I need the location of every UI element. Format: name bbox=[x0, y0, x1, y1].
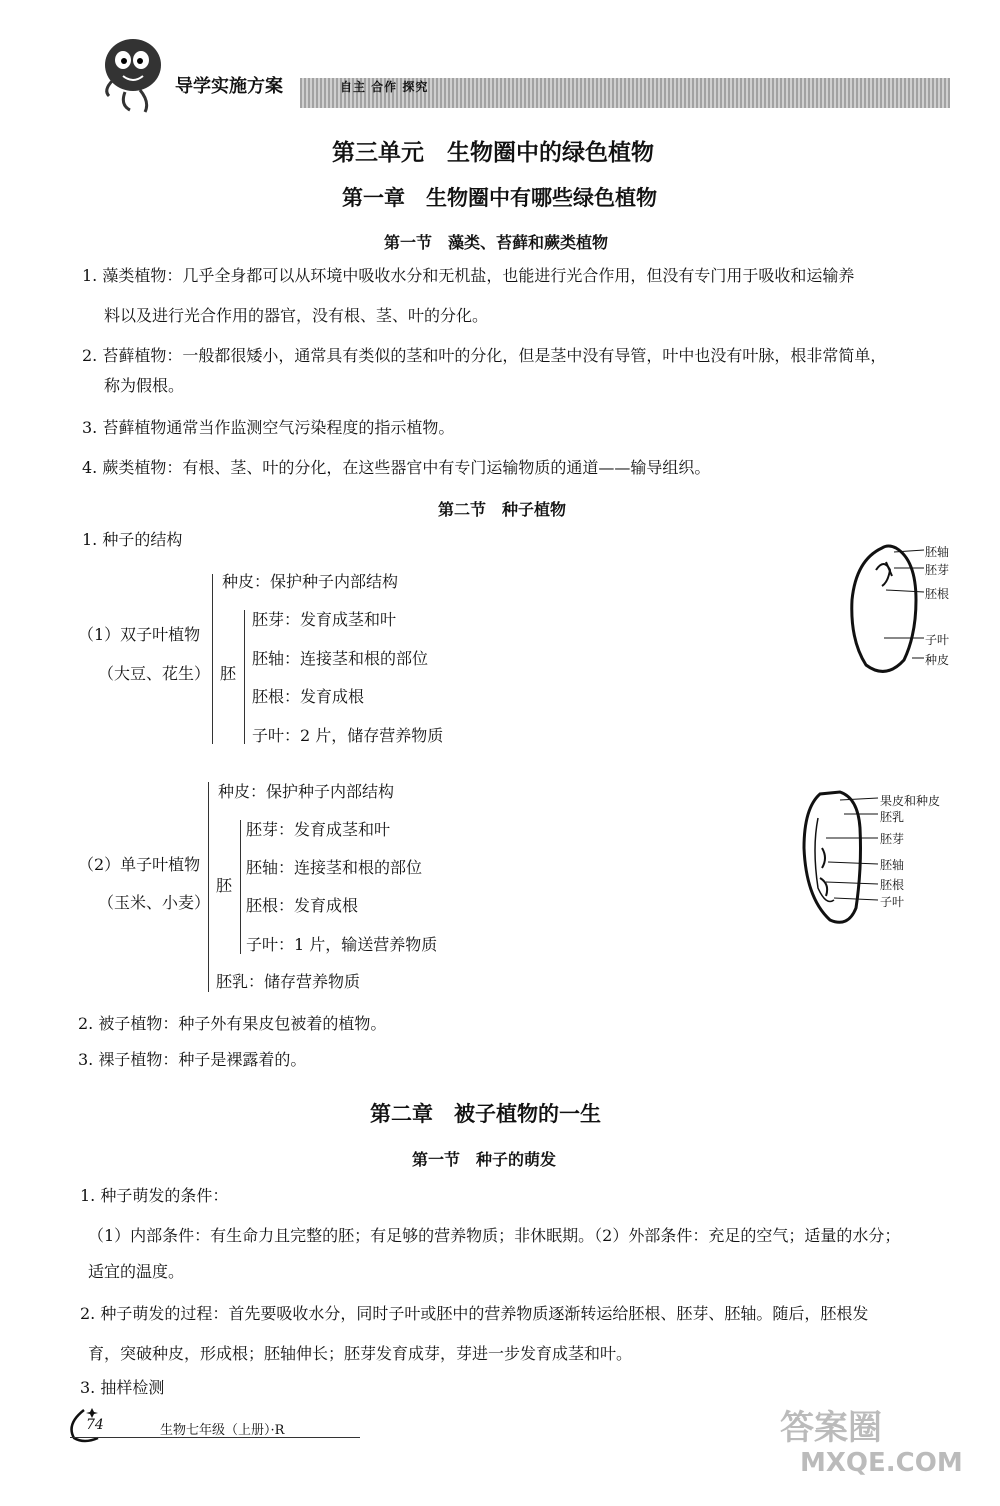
header-title: 导学实施方案 bbox=[175, 76, 283, 97]
corn-seed-diagram bbox=[800, 788, 880, 928]
dicot-radicle: 胚根：发育成根 bbox=[252, 687, 365, 706]
section-1-title: 第一节 藻类、苔藓和蕨类植物 bbox=[384, 233, 609, 252]
footer-book-title: 生物七年级（上册）·R bbox=[160, 1423, 285, 1438]
germination-process-1: 2. 种子萌发的过程：首先要吸收水分，同时子叶或胚中的营养物质逐渐转运给胚根、胚芽、胚轴。随后，胚根发 bbox=[80, 1304, 869, 1323]
mascot-logo bbox=[95, 30, 170, 119]
monocot-diagram-label-plumule: 胚芽 bbox=[880, 832, 905, 846]
seed-structure-label: 1. 种子的结构 bbox=[82, 530, 183, 549]
paragraph-fern: 4. 蕨类植物：有根、茎、叶的分化，在这些器官中有专门运输物质的通道——输导组织。 bbox=[82, 458, 711, 477]
dicot-brace bbox=[212, 574, 213, 744]
dicot-diagram-label-plumule: 胚芽 bbox=[925, 563, 950, 577]
dicot-diagram-label-radicle: 胚根 bbox=[925, 587, 950, 601]
watermark-logo: 答案圈 bbox=[780, 1408, 882, 1448]
monocot-example: （玉米、小麦） bbox=[98, 893, 211, 912]
dicot-hypocotyl: 胚轴：连接茎和根的部位 bbox=[252, 649, 429, 668]
dicot-example: （大豆、花生） bbox=[98, 664, 211, 683]
paragraph-moss-1: 2. 苔藓植物：一般都很矮小，通常具有类似的茎和叶的分化，但是茎中没有导管，叶中也没有叶脉，根非常简单， bbox=[82, 346, 887, 365]
unit-title: 第三单元 生物圈中的绿色植物 bbox=[332, 140, 654, 166]
monocot-plumule: 胚芽：发育成茎和叶 bbox=[246, 820, 391, 839]
paragraph-moss-2: 称为假根。 bbox=[104, 376, 185, 395]
dicot-plumule: 胚芽：发育成茎和叶 bbox=[252, 610, 397, 629]
paragraph-moss-indicator: 3. 苔藓植物通常当作监测空气污染程度的指示植物。 bbox=[82, 418, 455, 437]
monocot-radicle: 胚根：发育成根 bbox=[246, 896, 359, 915]
dicot-name: （1）双子叶植物 bbox=[78, 625, 201, 644]
chapter-1-title: 第一章 生物圈中有哪些绿色植物 bbox=[342, 186, 657, 210]
dicot-embryo: 胚 bbox=[220, 664, 237, 683]
watermark-url: MXQE.COM bbox=[800, 1448, 963, 1478]
dicot-embryo-brace bbox=[244, 610, 245, 744]
monocot-diagram-label-pericarp: 果皮和种皮 bbox=[880, 794, 941, 808]
monocot-endosperm: 胚乳：储存营养物质 bbox=[216, 972, 361, 991]
monocot-diagram-label-cotyledon: 子叶 bbox=[880, 895, 905, 909]
germination-conditions-label: 1. 种子萌发的条件： bbox=[80, 1186, 229, 1205]
monocot-diagram-label-radicle: 胚根 bbox=[880, 878, 905, 892]
dicot-cotyledon: 子叶：2 片，储存营养物质 bbox=[252, 726, 444, 745]
germination-process-2: 育，突破种皮，形成根；胚轴伸长；胚芽发育成芽，芽进一步发育成茎和叶。 bbox=[88, 1344, 633, 1363]
monocot-brace bbox=[208, 782, 209, 992]
paragraph-gymnosperm: 3. 裸子植物：种子是裸露着的。 bbox=[78, 1050, 307, 1069]
monocot-cotyledon: 子叶：1 片，输送营养物质 bbox=[246, 935, 438, 954]
section-2-title: 第二节 种子植物 bbox=[438, 500, 567, 519]
chapter-2-title: 第二章 被子植物的一生 bbox=[370, 1102, 601, 1126]
monocot-embryo: 胚 bbox=[216, 876, 233, 895]
germination-conditions-1: （1）内部条件：有生命力且完整的胚；有足够的营养物质；非休眠期。（2）外部条件：充足的空气；适量的水分； bbox=[88, 1226, 901, 1245]
dicot-diagram-label-cotyledon: 子叶 bbox=[925, 633, 950, 647]
page-number: 74 bbox=[86, 1417, 104, 1433]
dicot-seedcoat: 种皮：保护种子内部结构 bbox=[222, 572, 399, 591]
sampling-test-label: 3. 抽样检测 bbox=[80, 1378, 165, 1397]
monocot-hypocotyl: 胚轴：连接茎和根的部位 bbox=[246, 858, 423, 877]
monocot-name: （2）单子叶植物 bbox=[78, 855, 201, 874]
dicot-diagram-label-seedcoat: 种皮 bbox=[925, 653, 950, 667]
monocot-seedcoat: 种皮：保护种子内部结构 bbox=[218, 782, 395, 801]
paragraph-angiosperm: 2. 被子植物：种子外有果皮包被着的植物。 bbox=[78, 1014, 387, 1033]
chapter-2-section-1-title: 第一节 种子的萌发 bbox=[412, 1150, 557, 1169]
paragraph-algae-2: 料以及进行光合作用的器官，没有根、茎、叶的分化。 bbox=[104, 306, 489, 325]
monocot-diagram-label-endosperm: 胚乳 bbox=[880, 810, 905, 824]
monocot-embryo-brace bbox=[240, 820, 241, 954]
germination-conditions-2: 适宜的温度。 bbox=[88, 1262, 185, 1281]
footer-line bbox=[70, 1437, 360, 1438]
dicot-diagram-label-hypocotyl: 胚轴 bbox=[925, 545, 950, 559]
monocot-diagram-label-hypocotyl: 胚轴 bbox=[880, 858, 905, 872]
header-subtitle: 自主 合作 探究 bbox=[340, 80, 429, 94]
paragraph-algae-1: 1. 藻类植物：几乎全身都可以从环境中吸收水分和无机盐，也能进行光合作用，但没有专门用于吸收和运输养 bbox=[82, 266, 855, 285]
